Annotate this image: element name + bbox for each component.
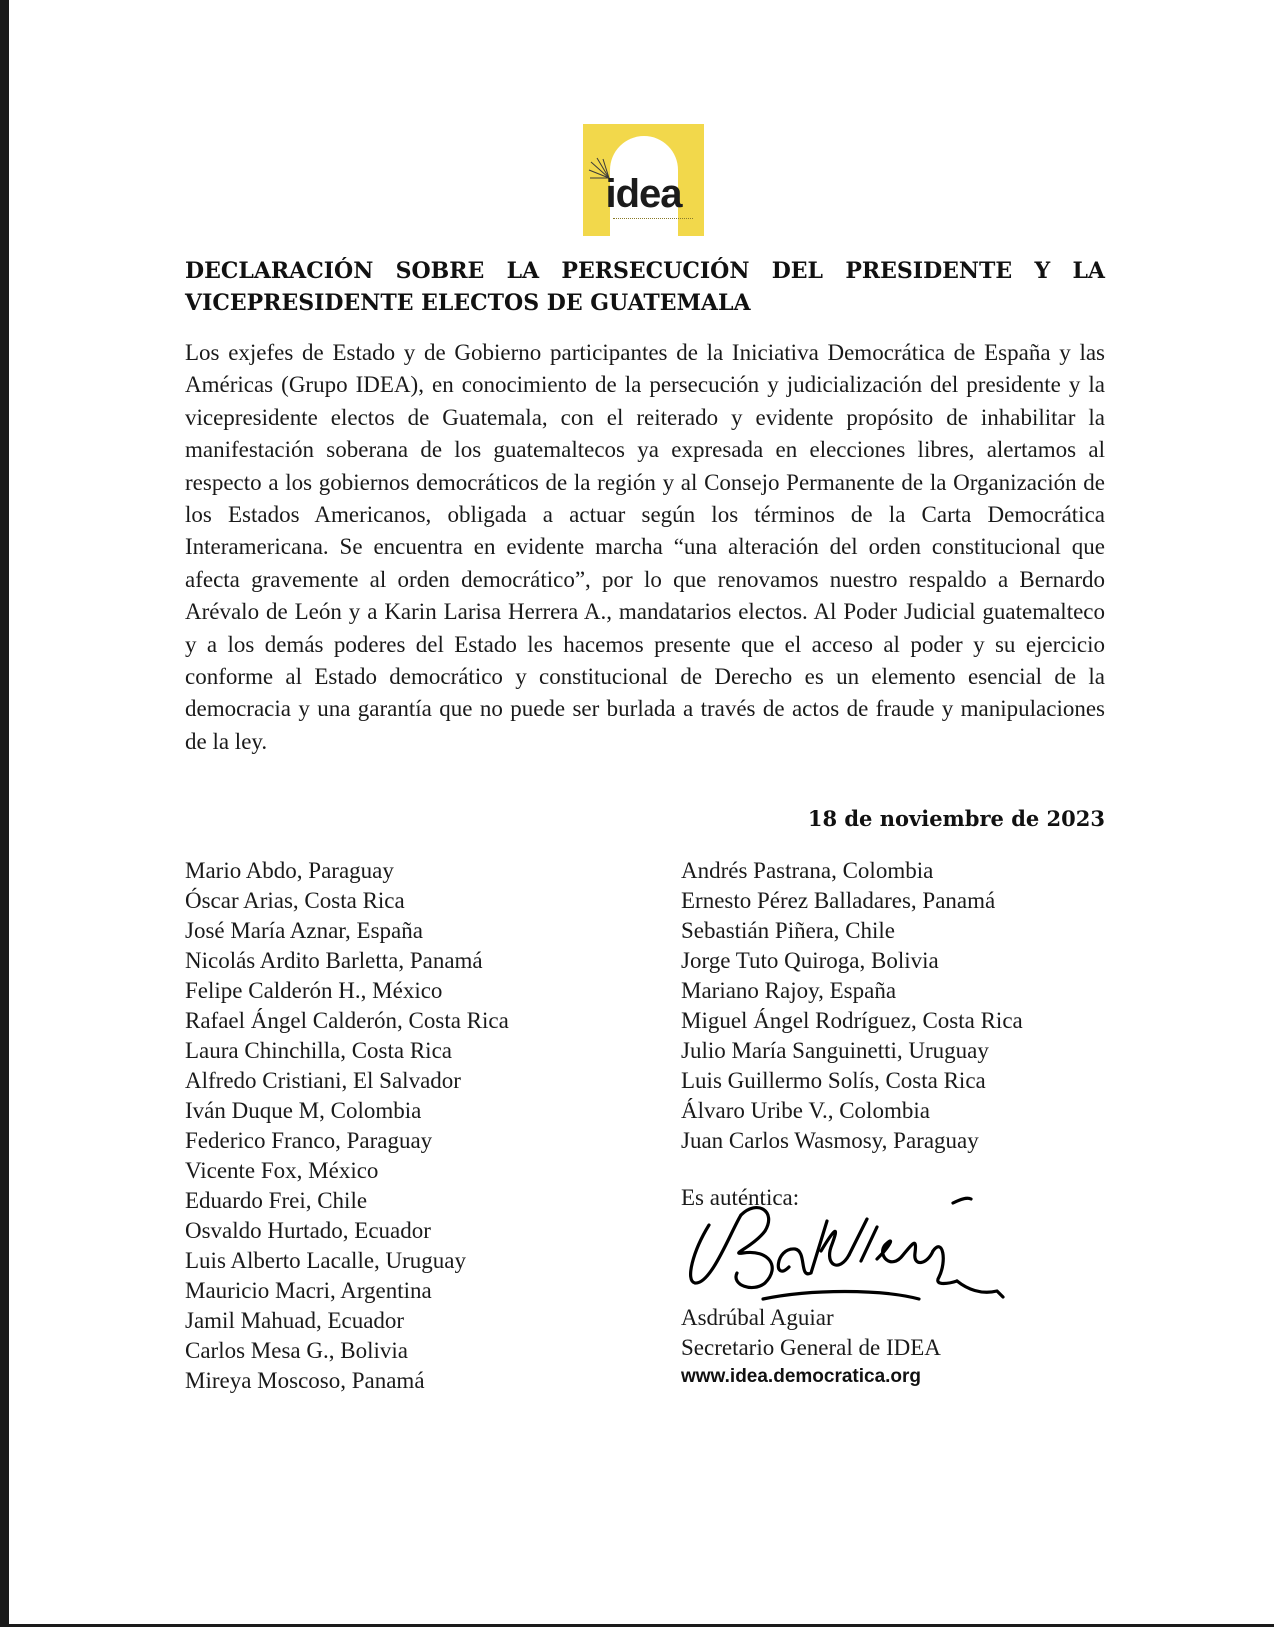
signatory: Julio María Sanguinetti, Uruguay xyxy=(681,1038,989,1063)
signatory: Laura Chinchilla, Costa Rica xyxy=(185,1038,452,1063)
signatory: Iván Duque M, Colombia xyxy=(185,1098,422,1123)
authentication-label: Es auténtica: xyxy=(681,1185,800,1210)
signatory: Miguel Ángel Rodríguez, Costa Rica xyxy=(681,1008,1023,1033)
signatory: Álvaro Uribe V., Colombia xyxy=(681,1098,930,1123)
signer-role: Secretario General de IDEA xyxy=(681,1335,941,1360)
signatory: Carlos Mesa G., Bolivia xyxy=(185,1338,408,1363)
signatory: José María Aznar, España xyxy=(185,918,423,943)
logo-wordmark: idea xyxy=(605,172,682,216)
signatories-left-column xyxy=(185,856,509,1396)
signatory: Osvaldo Hurtado, Ecuador xyxy=(185,1218,431,1243)
signatory: Jamil Mahuad, Ecuador xyxy=(185,1308,405,1333)
declaration-body: Los exjefes de Estado y de Gobierno participantes de la Iniciativa Democrática de España y las Américas (Grupo IDEA), en conocimiento de la persecución y judicialización del presidente y la vicepresidente electos de Guatemala, con el reiterado y evidente propósito de inhabilitar la manifestación soberana de los guatemaltecos ya expresada en elecciones libres, alertamos al respecto a los gobiernos democráticos de la región y al Consejo Permanente de la Organización de los Estados Americanos, obligada a actuar según los términos de la Carta Democrática Interamericana. Se encuentra en evidente marcha “una alteración del orden constitucional que afecta gravemente al orden democrático”, por lo que renovamos nuestro respaldo a Bernardo Arévalo de León y a Karin Larisa Herrera A., mandatarios electos. Al Poder Judicial guatemalteco y a los demás poderes del Estado les hacemos presente que el acceso al poder y su ejercicio conforme al Estado democrático y constitucional de Derecho es un elemento esencial de la democracia y una garantía que no puede ser burlada a través de actos de fraude y manipulaciones de la ley. xyxy=(185,340,1105,754)
page-left-edge xyxy=(0,0,9,1627)
signatory: Sebastián Piñera, Chile xyxy=(681,918,895,943)
declaration-title: DECLARACIÓN SOBRE LA PERSECUCIÓN DEL PRESIDENTE Y LA VICEPRESIDENTE ELECTOS DE GUATEMALA xyxy=(185,258,1105,316)
signer-name: Asdrúbal Aguiar xyxy=(681,1305,834,1330)
signatory: Mireya Moscoso, Panamá xyxy=(185,1368,425,1393)
signatory: Luis Alberto Lacalle, Uruguay xyxy=(185,1248,467,1273)
idea-logo xyxy=(583,124,704,236)
signatory: Felipe Calderón H., México xyxy=(185,978,443,1003)
authentication-block xyxy=(681,1183,1101,1403)
handwritten-signature xyxy=(681,1191,1011,1321)
signatory: Mariano Rajoy, España xyxy=(681,978,897,1003)
signatory: Alfredo Cristiani, El Salvador xyxy=(185,1068,461,1093)
logo-tagline xyxy=(613,218,693,221)
declaration-date: 18 de noviembre de 2023 xyxy=(807,806,1105,831)
signatory: Luis Guillermo Solís, Costa Rica xyxy=(681,1068,986,1093)
signatory: Mario Abdo, Paraguay xyxy=(185,858,394,883)
signatory: Juan Carlos Wasmosy, Paraguay xyxy=(681,1128,979,1153)
signatory: Rafael Ángel Calderón, Costa Rica xyxy=(185,1008,509,1033)
signatory: Óscar Arias, Costa Rica xyxy=(185,888,405,913)
website-url[interactable]: www.idea.democratica.org xyxy=(681,1366,922,1387)
signatory: Nicolás Ardito Barletta, Panamá xyxy=(185,948,483,973)
signatory: Federico Franco, Paraguay xyxy=(185,1128,433,1153)
signatory: Ernesto Pérez Balladares, Panamá xyxy=(681,888,996,913)
signatory: Vicente Fox, México xyxy=(185,1158,379,1183)
signatories-right-column xyxy=(681,856,1023,1156)
signatory: Andrés Pastrana, Colombia xyxy=(681,858,934,883)
signatory: Eduardo Frei, Chile xyxy=(185,1188,368,1213)
signatory: Mauricio Macri, Argentina xyxy=(185,1278,432,1303)
signatory: Jorge Tuto Quiroga, Bolivia xyxy=(681,948,939,973)
